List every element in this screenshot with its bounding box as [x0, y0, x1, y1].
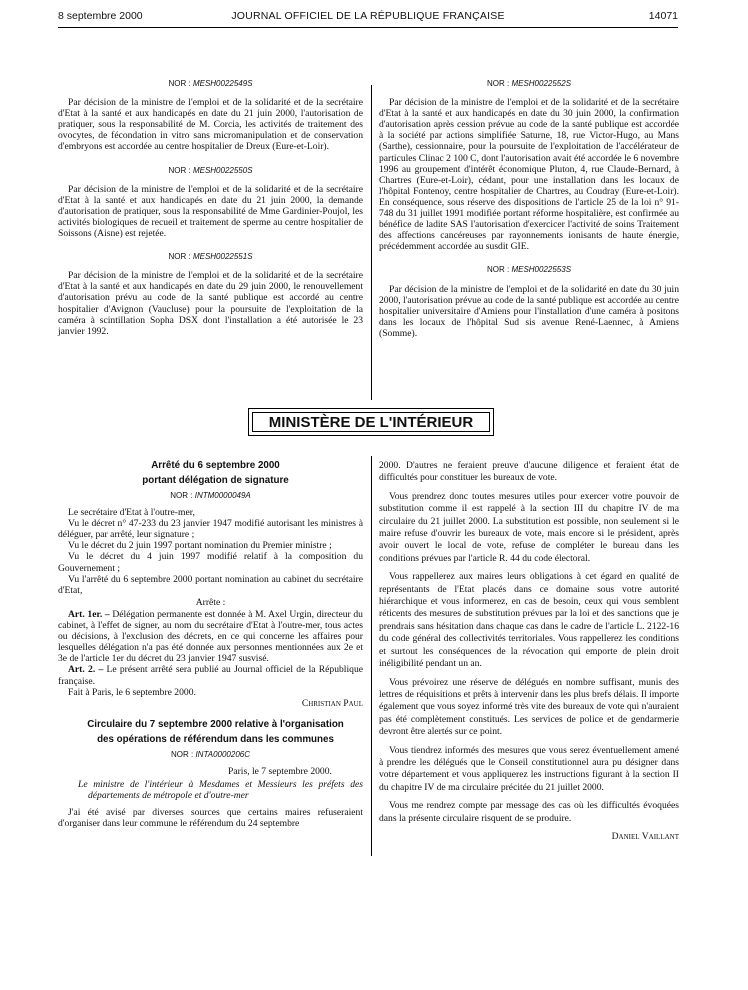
circulaire-date: Paris, le 7 septembre 2000.: [228, 765, 332, 777]
arrete-intro: Le secrétaire d'Etat à l'outre-mer,: [68, 507, 195, 519]
nor-line: NOR : MESH0022553S: [486, 265, 572, 275]
page-number: 14071: [648, 10, 678, 22]
decision-paragraph: Par décision de la ministre de l'emploi et de la solidarité et de la secrétaire d'Etat à la santé et aux handicapés en date du 29 juin 2000, le renouvellement d'autorisation prévu au code de la santé publique est accordé au centre hospitalier d'Avignon (Vaucluse) pour la poursuite de l'exploitation de la caméra à scintillation Sopha DSX dont l'installation a été autorisée le 23 janvier 1992.: [58, 270, 363, 337]
article-1-text: Délégation permanente est donnée à M. Axel Urgin, directeur du cabinet, à l'effet de signer, au nom du secrétaire d'Etat à l'outre-mer, tous actes ou décisions, à l'exclusion des décrets, en ce qui concerne les affaires pour lesquelles délégation n'a pas été donnée aux personnes mentionnées aux 2e et 3e de l'article 1er du décret du 23 janvier 1947 susvisé.: [58, 608, 363, 665]
arrete-word: Arrête :: [195, 596, 226, 608]
circulaire-addressee: Le ministre de l'intérieur à Mesdames et Messieurs les préfets des départements de métropole et d'outre-mer: [78, 778, 363, 802]
bottom-right-column: [379, 460, 679, 847]
column-divider: [371, 85, 372, 400]
circulaire-paragraph: Vous tiendrez informés des mesures que vous serez éventuellement amené à prendre les délégués que le Conseil constitutionnel aura pu désigner dans votre département et vous appliquerez les instructions figurant à la section II du chapitre IV de ma circulaire précitée du 21 juillet 2000.: [379, 744, 679, 793]
ministry-banner: [248, 408, 494, 436]
decision-paragraph: Par décision de la ministre de l'emploi et de la solidarité et de la secrétaire d'Etat à la santé et aux handicapés en date du 30 juin 2000, la confirmation d'autorisation après cession prévue au code de la santé publique est accordée à la société par actions simplifiée Saturne, 18, rue Victor-Hugo, au Mans (Sarthe), cessionnaire, pour la poursuite de l'exploitation de l'accélérateur de particules Clinac 2 100 C, dont l'autorisation avait été accordée le 6 novembre 1996 au groupement d'intérêt économique Pluton, 4, rue Claude-Bernard, à Chartres (Eure-et-Loir), cédant, pour une installation dans les locaux de l'hôpital Fontenoy, centre hospitalier de Chartres, au Coudray (Eure-et-Loir). En conséquence, sous réserve des dispositions de l'article 25 de la loi n° 91-748 du 31 juillet 1991 modifiée portant réforme hospitalière, est confirmée au bénéfice de ladite SAS l'autorisation d'exercicer l'activité de soins Traitement des affections cancéreuses par rayonnements ionisants de haute énergie, précédemment accordée au susdit GIE.: [379, 97, 679, 253]
nor-line: NOR : MESH0022552S: [486, 79, 572, 88]
article-2: [58, 664, 363, 686]
vu-line: Vu le décret n° 47-233 du 23 janvier 1947 modifié autorisant les ministres à déléguer, par arrêté, leur signature ;: [58, 518, 363, 541]
top-left-column: [58, 78, 363, 341]
article-2-text: Le présent arrêté sera publié au Journal officiel de la République française.: [58, 664, 363, 687]
nor-line: NOR : INTM0000049A: [170, 491, 251, 500]
circulaire-paragraph: J'ai été avisé par diverses sources que certains maires refuseraient d'organiser dans leur commune le référendum du 24 septembre: [58, 807, 363, 830]
circulaire-paragraph: Vous prévoirez une réserve de délégués en nombre suffisant, munis des lettres de réquisitions et prêts à intervenir dans les plus brefs délais. Il importe également que vous soyez informé très vite des bureaux de vote qui n'auraient pas été complètement constitués. Les services de police et de gendarmerie devront être alertés sur ce point.: [379, 676, 679, 738]
top-right-column: [379, 78, 679, 343]
circulaire-title: Circulaire du 7 septembre 2000 relative à l'organisation: [87, 718, 344, 730]
circulaire-subtitle: des opérations de référendum dans les communes: [97, 733, 334, 745]
circulaire-paragraph: Vous prendrez donc toutes mesures utiles pour exercer votre pouvoir de substitution comme il est rappelé à la section III du chapitre IV de ma circulaire du 21 juillet 2000. La substitution est possible, non seulement si le maire refuse d'ouvrir les bureaux de vote, mais encore si le président, après avoir ouvert le local de vote, refuse de compléter le bureau dans les conditions prévues par l'article R. 44 du code électoral.: [379, 490, 679, 564]
decision-paragraph: Par décision de la ministre de l'emploi et de la solidarité en date du 30 juin 2000, l'autorisation prévue au code de la santé publique est accordée au centre hospitalier universitaire d'Amiens pour l'installation d'une caméra à positons dans les locaux de l'hôpital Sud sis avenue René-Laennec, à Amiens (Somme).: [379, 283, 679, 339]
nor-line: NOR : MESH0022550S: [168, 165, 253, 175]
nor-line: NOR : MESH0022551S: [168, 252, 253, 262]
circulaire-signature: Daniel Vaillant: [611, 830, 679, 842]
arrete-signature: Christian Paul: [301, 697, 363, 709]
journal-title: JOURNAL OFFICIEL DE LA RÉPUBLIQUE FRANÇAISE: [231, 10, 505, 22]
circulaire-paragraph: Vous rappellerez aux maires leurs obligations à cet égard en qualité de représentants de l'Etat placés dans ce domaine sous votre autorité hiérarchique et vous informerez, en cas de besoin, ceux qui vous semblent réticents des mesures de substitution prévues par la loi et des sanctions que je prendrais sans hésitation dans chaque cas dans le cadre de l'article L. 2122-16 du code général des collectivités territoriales. Vous rappellerez les conditions et surtout les conséquences de la révocation qui emporte de plein droit inéligibilité pendant un an.: [379, 571, 679, 670]
vu-line: Vu le décret du 2 juin 1997 portant nomination du Premier ministre ;: [68, 540, 332, 552]
bottom-left-column: [58, 460, 363, 833]
nor-line: NOR : INTA0000206C: [170, 749, 251, 759]
done-line: Fait à Paris, le 6 septembre 2000.: [68, 686, 196, 698]
arrete-subtitle: portant délégation de signature: [142, 475, 289, 486]
article-2-label: Art. 2. –: [68, 664, 104, 676]
column-divider: [371, 456, 372, 856]
header-date: 8 septembre 2000: [58, 10, 143, 22]
arrete-title: Arrêté du 6 septembre 2000: [151, 460, 280, 471]
article-1-label: Art. 1er. –: [68, 608, 110, 620]
article-1: [58, 609, 363, 664]
decision-paragraph: Par décision de la ministre de l'emploi et de la solidarité et de la secrétaire d'Etat à la santé et aux handicapés en date du 21 juin 2000, l'autorisation de pratiquer, sous la responsabilité de M. Corcia, les activités de traitement des ovocytes, de fécondation in vitro sans micromanipulation et de conservation d'embryons est accordée au centre hospitalier de Dreux (Eure-et-Loir).: [58, 97, 363, 153]
circulaire-paragraph: Vous me rendrez compte par message des cas où les difficultés évoquées dans la présente circulaire risquent de se produire.: [379, 800, 679, 824]
ministry-title: MINISTÈRE DE L'INTÉRIEUR: [252, 412, 490, 432]
page-header: [58, 10, 678, 24]
decision-paragraph: Par décision de la ministre de l'emploi et de la solidarité et de la secrétaire d'Etat à la santé et aux handicapés en date du 21 juin 2000, la demande d'autorisation de pratiquer, sous la responsabilité de Mme Gardinier-Poujol, les activités biologiques de recueil et traitement de sperme au centre hospitalier de Soissons (Aisne) est rejetée.: [58, 183, 363, 240]
header-rule: [58, 27, 678, 28]
nor-line: NOR : MESH0022549S: [168, 79, 253, 88]
vu-line: Vu l'arrêté du 6 septembre 2000 portant nomination au cabinet du secrétaire d'Etat,: [58, 573, 363, 596]
vu-line: Vu le décret du 4 juin 1997 modifié relatif à la composition du Gouvernement ;: [58, 551, 363, 574]
circulaire-paragraph: 2000. D'autres ne feraient preuve d'aucune diligence et feraient état de difficultés pour constituer les bureaux de vote.: [379, 460, 679, 484]
